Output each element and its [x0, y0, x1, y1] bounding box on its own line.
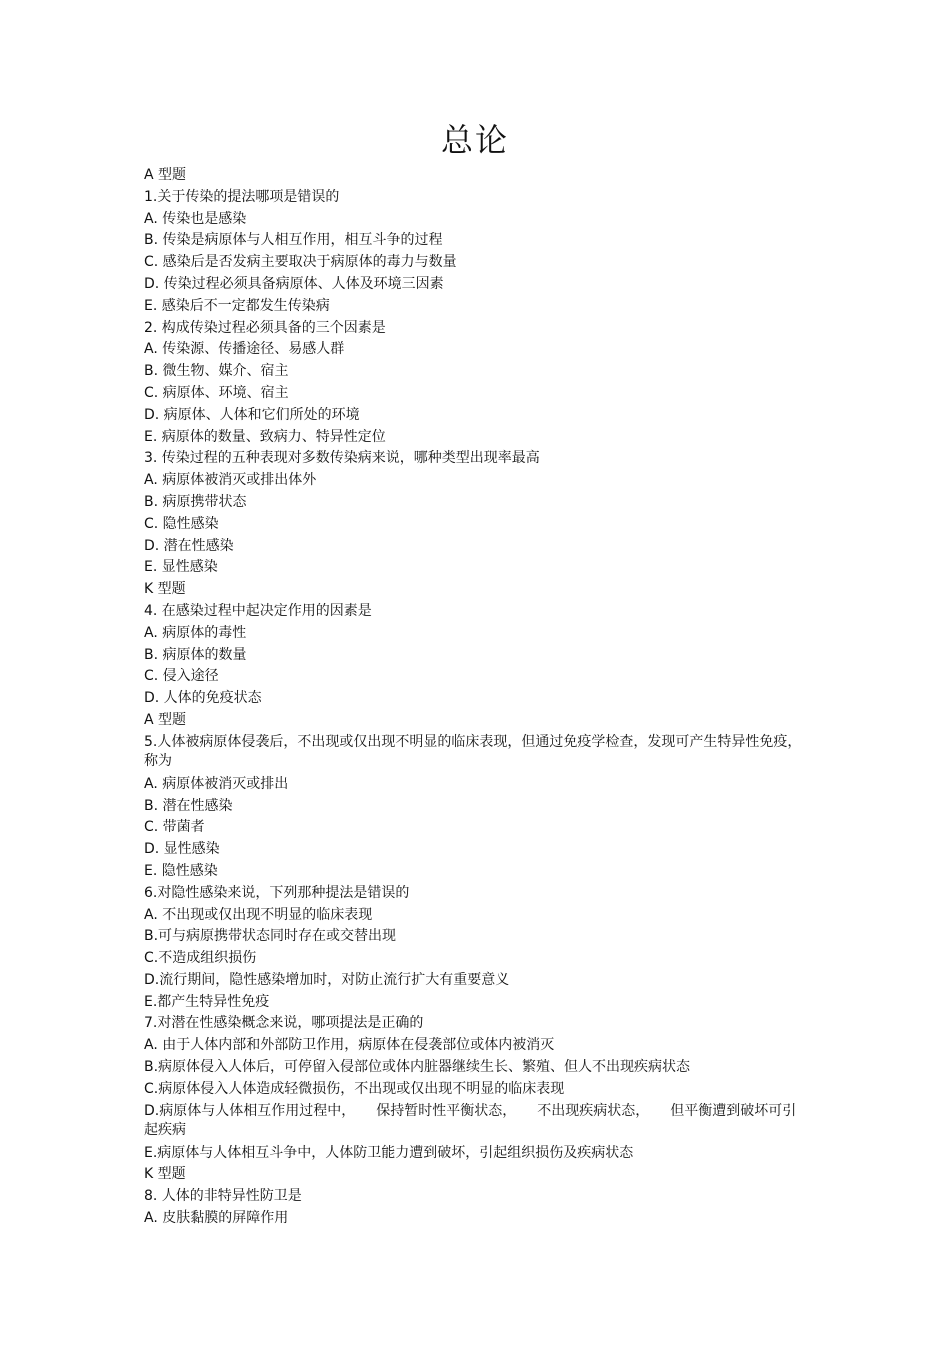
answer-option: C.不造成组织损伤 — [144, 950, 257, 967]
answer-option: B. 病原体的数量 — [144, 646, 247, 663]
answer-option: E. 感染后不一定都发生传染病 — [144, 297, 330, 314]
answer-option: B. 微生物、媒介、宿主 — [144, 363, 289, 380]
answer-option: E. 隐性感染 — [144, 862, 218, 879]
question-stem: 3. 传染过程的五种表现对多数传染病来说，哪种类型出现率最高 — [144, 450, 540, 467]
question-stem: 2. 构成传染过程必须具备的三个因素是 — [144, 319, 386, 336]
answer-option: A. 传染也是感染 — [144, 210, 247, 227]
question-stem: 7.对潜在性感染概念来说，哪项提法是正确的 — [144, 1015, 424, 1032]
answer-option: D.病原体与人体相互作用过程中， 保持暂时性平衡状态， 不出现疾病状态， 但平衡遭到破坏可引起疾病 — [144, 1102, 797, 1138]
page-title: 总论 — [440, 121, 509, 159]
answer-option: C.病原体侵入人体造成轻微损伤，不出现或仅出现不明显的临床表现 — [144, 1080, 565, 1097]
answer-option: D. 人体的免疫状态 — [144, 690, 262, 707]
question-stem: 4. 在感染过程中起决定作用的因素是 — [144, 602, 372, 619]
answer-option: A. 病原体的毒性 — [144, 624, 247, 641]
answer-option: C. 病原体、环境、宿主 — [144, 384, 289, 401]
answer-option: E.都产生特异性免疫 — [144, 993, 270, 1010]
answer-option: B. 潜在性感染 — [144, 797, 233, 814]
question-stem: 6.对隐性感染来说，下列那种提法是错误的 — [144, 884, 410, 901]
answer-option: D. 传染过程必须具备病原体、人体及环境三因素 — [144, 275, 444, 292]
section-heading: A 型题 — [144, 167, 187, 183]
question-stem: 5.人体被病原体侵袭后，不出现或仅出现不明显的临床表现，但通过免疫学检查，发现可产生特异性免疫，称为 — [144, 733, 802, 769]
answer-option: B.病原体侵入人体后，可停留入侵部位或体内脏器继续生长、繁殖、但人不出现疾病状态 — [144, 1059, 691, 1076]
question-stem: 1.关于传染的提法哪项是错误的 — [144, 188, 340, 205]
answer-option: A. 皮肤黏膜的屏障作用 — [144, 1210, 289, 1227]
question-stem: 8. 人体的非特异性防卫是 — [144, 1188, 302, 1205]
answer-option: B. 传染是病原体与人相互作用，相互斗争的过程 — [144, 232, 443, 249]
answer-option: A. 病原体被消灭或排出 — [144, 775, 289, 792]
answer-option: B.可与病原携带状态同时存在或交替出现 — [144, 928, 397, 945]
question-list — [144, 165, 804, 1230]
answer-option: C. 感染后是否发病主要取决于病原体的毒力与数量 — [144, 254, 457, 271]
answer-option: A. 病原体被消灭或排出体外 — [144, 472, 317, 489]
answer-option: D. 显性感染 — [144, 841, 220, 858]
answer-option: A. 由于人体内部和外部防卫作用，病原体在侵袭部位或体内被消灭 — [144, 1037, 555, 1054]
answer-option: E. 病原体的数量、致病力、特异性定位 — [144, 428, 386, 445]
section-heading: A 型题 — [144, 711, 187, 728]
answer-option: E.病原体与人体相互斗争中，人体防卫能力遭到破坏，引起组织损伤及疾病状态 — [144, 1144, 634, 1161]
answer-option: D.流行期间，隐性感染增加时，对防止流行扩大有重要意义 — [144, 971, 510, 988]
answer-option: A. 不出现或仅出现不明显的临床表现 — [144, 906, 373, 923]
answer-option: D. 潜在性感染 — [144, 537, 234, 554]
answer-option: E. 显性感染 — [144, 559, 218, 576]
answer-option: A. 传染源、传播途径、易感人群 — [144, 341, 345, 358]
answer-option: C. 隐性感染 — [144, 515, 219, 532]
answer-option: C. 侵入途径 — [144, 668, 219, 685]
answer-option: B. 病原携带状态 — [144, 493, 247, 510]
section-heading: K 型题 — [144, 581, 186, 598]
answer-option: D. 病原体、人体和它们所处的环境 — [144, 406, 360, 423]
answer-option: C. 带菌者 — [144, 819, 205, 836]
section-heading: K 型题 — [144, 1166, 186, 1183]
